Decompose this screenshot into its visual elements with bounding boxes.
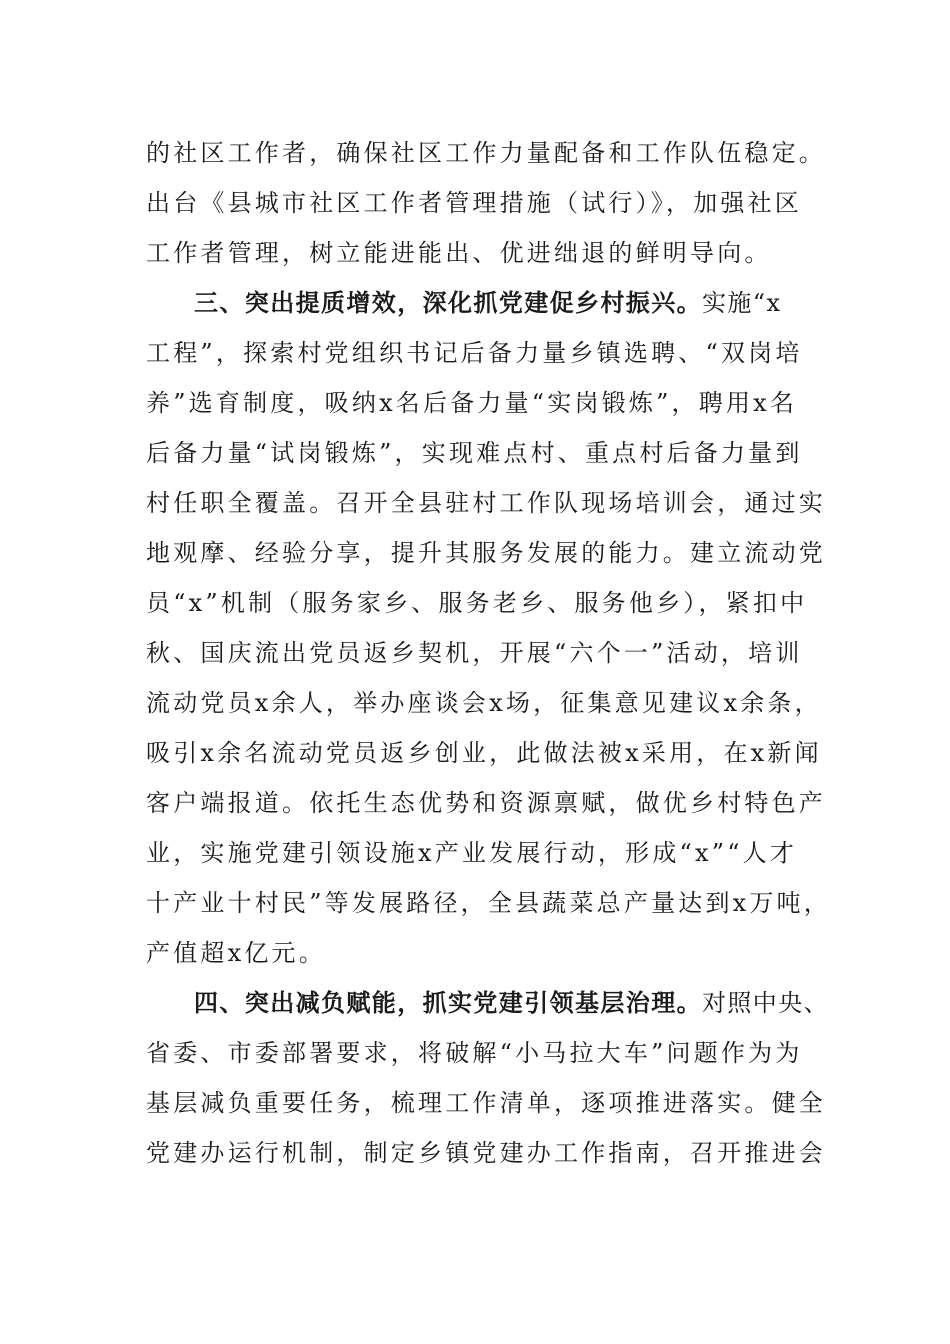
section-3-first-line: [146, 278, 826, 328]
body-line: 出台《县城市社区工作者管理措施（试行）》，加强社区: [146, 189, 802, 217]
body-line: 秋、国庆流出党员返乡契机，开展“六个一”活动，培训: [146, 639, 803, 667]
body-line: 地观摩、经验分享，提升其服务发展的能力。建立流动党: [146, 539, 826, 567]
body-line: 村任职全覆盖。召开全县驻村工作队现场培训会，通过实: [146, 489, 826, 517]
body-line: 客户端报道。依托生态优势和资源禀赋，做优乡村特色产: [146, 789, 826, 817]
body-line: 流动党员x余人，举办座谈会x场，征集意见建议x余条，: [146, 689, 822, 717]
body-line: 工程”，探索村党组织书记后备力量乡镇选聘、“双岗培: [146, 339, 803, 367]
body-line: 工作者管理，树立能进能出、优进绌退的鲜明导向。: [146, 239, 772, 267]
section-4-first-line-text: 对照中央、: [702, 989, 829, 1017]
body-line: 基层减负重要任务，梳理工作清单，逐项推进落实。健全: [146, 1089, 826, 1117]
body-line: 养”选育制度，吸纳x名后备力量“实岗锻炼”，聘用x名: [146, 389, 798, 417]
body-line: 的社区工作者，确保社区工作力量配备和工作队伍稳定。: [146, 139, 826, 167]
body-line: 十产业十村民”等发展路径，全县蔬菜总产量达到x万吨，: [146, 889, 832, 917]
document-body: [146, 128, 832, 1178]
body-line: 业，实施党建引领设施x产业发展行动，形成“x”“人才: [146, 839, 798, 867]
section-3-first-line-text: 实施“x: [702, 289, 782, 317]
body-line: 吸引x余名流动党员返乡创业，此做法被x采用，在x新闻: [146, 739, 822, 767]
section-3-heading: 三、突出提质增效，深化抓党建促乡村振兴。: [194, 289, 702, 317]
body-line: 党建办运行机制，制定乡镇党建办工作指南，召开推进会: [146, 1139, 826, 1167]
body-line: 产值超x亿元。: [146, 939, 326, 967]
body-line: 省委、市委部署要求，将破解“小马拉大车”问题作为为: [146, 1039, 803, 1067]
body-line: 后备力量“试岗锻炼”，实现难点村、重点村后备力量到: [146, 439, 803, 467]
section-4-heading: 四、突出减负赋能，抓实党建引领基层治理。: [194, 989, 702, 1017]
section-4-first-line: [146, 978, 829, 1028]
body-line: 员“x”机制（服务家乡、服务老乡、服务他乡），紧扣中: [146, 589, 808, 617]
